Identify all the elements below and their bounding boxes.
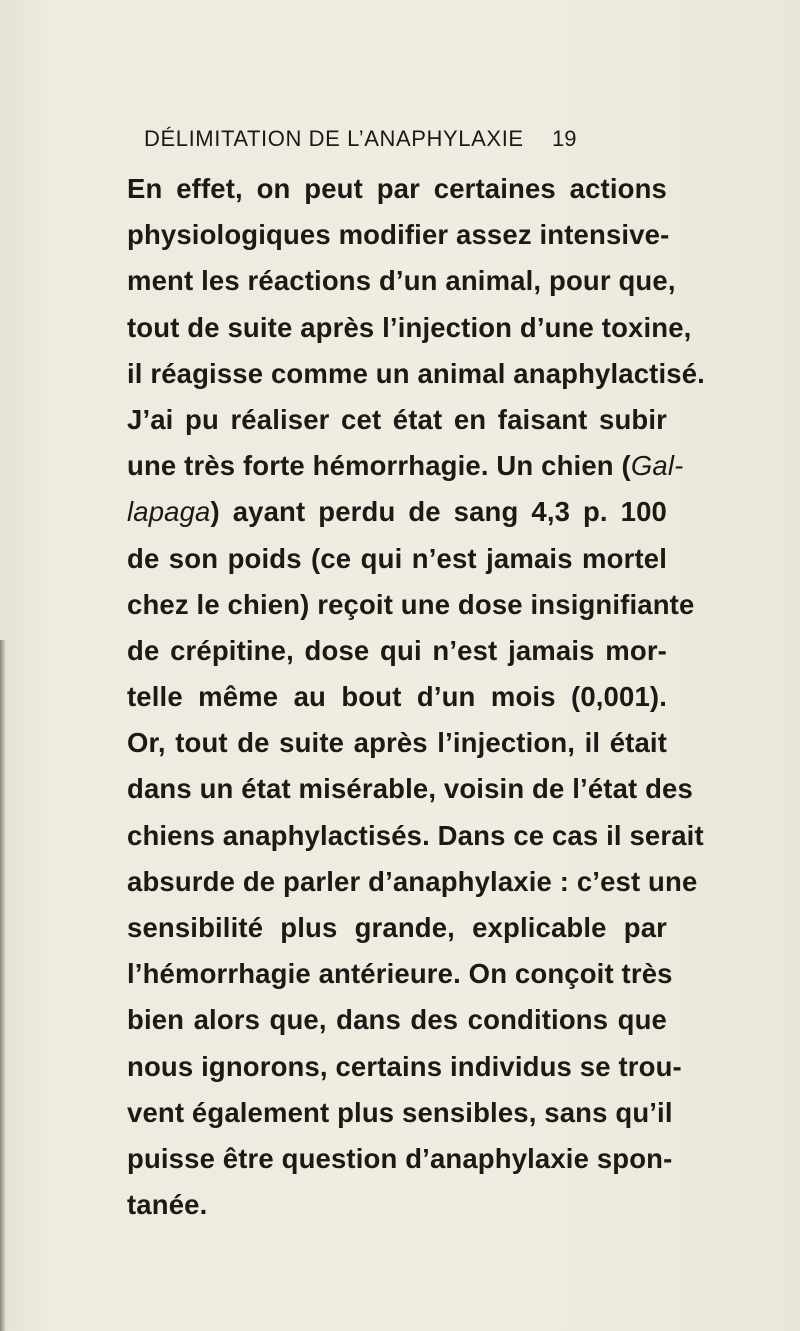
text-line: nous ignorons, certains individus se trou- bbox=[127, 1050, 682, 1082]
paragraph bbox=[127, 166, 705, 1228]
text-line: sensibilité plus grande, explicable par bbox=[127, 912, 667, 943]
text-line: tout de suite après l’injection d’une toxine, bbox=[127, 311, 692, 343]
italic-term: Gal- bbox=[630, 450, 684, 482]
text-line: physiologiques modifier assez intensive- bbox=[127, 219, 670, 251]
text-line: chiens anaphylactisés. Dans ce cas il serait bbox=[127, 819, 704, 851]
text-line bbox=[127, 443, 684, 489]
text-line: de crépitine, dose qui n’est jamais mor- bbox=[127, 634, 667, 666]
text-line: il réagisse comme un animal anaphylactisé. bbox=[127, 357, 705, 389]
chapter-title: DÉLIMITATION DE L’ANAPHYLAXIE bbox=[144, 126, 524, 151]
text-line: chez le chien) reçoit une dose insignifiante bbox=[127, 588, 695, 620]
text-line: vent également plus sensibles, sans qu’il bbox=[127, 1096, 673, 1128]
text-line: En effet, on peut par certaines actions bbox=[127, 173, 667, 204]
text-line: J’ai pu réaliser cet état en faisant subir bbox=[127, 403, 667, 435]
text-line: puisse être question d’anaphylaxie spon- bbox=[127, 1142, 673, 1174]
running-head bbox=[144, 123, 604, 155]
text-line: ment les réactions d’un animal, pour que, bbox=[127, 265, 676, 297]
text-line: bien alors que, dans des conditions que bbox=[127, 1004, 667, 1036]
text-line: dans un état misérable, voisin de l’état des bbox=[127, 773, 693, 805]
page-number: 19 bbox=[552, 126, 577, 151]
text-line: telle même au bout d’un mois (0,001). bbox=[127, 681, 667, 713]
text-line: l’hémorrhagie antérieure. On conçoit très bbox=[127, 958, 673, 990]
text-line bbox=[127, 489, 667, 535]
text-line: Or, tout de suite après l’injection, il était bbox=[127, 727, 667, 759]
text-line: absurde de parler d’anaphylaxie : c’est une bbox=[127, 865, 698, 897]
italic-term: lapaga bbox=[127, 496, 211, 528]
text-segment: une très forte hémorrhagie. Un chien ( bbox=[127, 450, 631, 482]
page-edge-shadow bbox=[0, 640, 6, 1331]
text-line: tanée. bbox=[127, 1189, 208, 1221]
text-line: de son poids (ce qui n’est jamais mortel bbox=[127, 542, 667, 574]
text-segment: ) ayant perdu de sang 4,3 p. 100 bbox=[210, 496, 667, 528]
